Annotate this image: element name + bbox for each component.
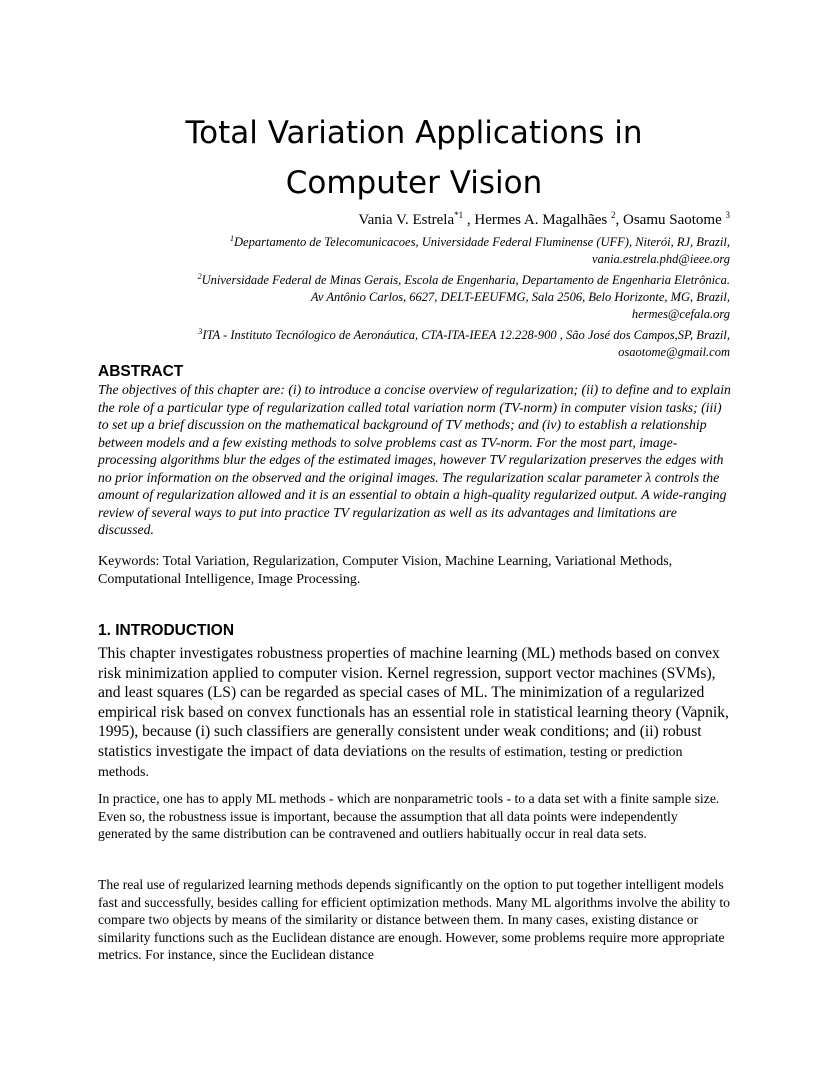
affiliation-1-email: vania.estrela.phd@ieee.org: [592, 252, 730, 267]
affiliations: [98, 230, 730, 361]
author-saotome: , Osamu Saotome: [615, 212, 726, 228]
author-saotome-marker: 3: [725, 210, 730, 220]
abstract-heading: ABSTRACT: [98, 363, 184, 380]
introduction-paragraph-1: This chapter investigates robustness properties of machine learning (ML) methods based on convex risk minimization applied to computer vision. Kernel regression, support vector machines (SVMs), and least squares (LS) can be regarded as special cases of ML. The minimization of a regularized empirical risk based on convex functionals has an essential role in statistical learning theory (Vapnik, 1995), because (i) such classifiers are generally consistent under weak conditions; and (ii) robust statistics investigate the impact of data deviations on the results of estimation, testing or prediction methods.: [98, 645, 729, 780]
author-magalhaes-marker: 2: [611, 210, 616, 220]
author-magalhaes: , Hermes A. Magalhães: [463, 212, 611, 228]
affiliation-2-address: Av Antônio Carlos, 6627, DELT-EEUFMG, Sala 2506, Belo Horizonte, MG, Brazil,: [310, 290, 730, 305]
title-line-1: Total Variation Applications in: [185, 115, 643, 151]
affiliation-2-email: hermes@cefala.org: [631, 307, 730, 322]
introduction-heading: 1. INTRODUCTION: [98, 622, 235, 639]
keywords: Keywords: Total Variation, Regularization, Computer Vision, Machine Learning, Variational Methods, Computational Intelligence, Image Processing.: [98, 554, 673, 587]
title-line-2: Computer Vision: [285, 165, 543, 201]
author-list: [98, 205, 730, 230]
author-estrela-marker: *1: [454, 210, 464, 220]
affiliation-1: $^1$Departamento de Telecomunicacoes, Universidade Federal Fluminense (UFF), Niterói, RJ, Brazil,: [230, 234, 730, 250]
paper-title: [98, 108, 730, 208]
affiliation-2: $^2$Universidade Federal de Minas Gerais, Escola de Engenharia, Departamento de Engenharia Eletrônica.: [197, 272, 730, 288]
introduction-paragraph-3: The real use of regularized learning methods depends significantly on the option to put together intelligent models fast and successfully, besides calling for efficient optimization methods. Many ML algorithms involve the ability to compare two objects by means of the similarity or distance between them. In many cases, existing distance or similarity functions such as the Euclidean distance are enough. However, some problems require more appropriate metrics. For instance, since the Euclidean distance: [98, 877, 731, 962]
author-estrela: Vania V. Estrela: [358, 212, 455, 228]
affiliation-3-email: osaotome@gmail.com: [618, 345, 730, 360]
affiliation-3: $^3$ITA - Instituto Tecnólogico de Aeronáutica, CTA-ITA-IEEA 12.228-900 , São José dos Campos,SP, Brazil,: [198, 327, 730, 343]
introduction-paragraph-2: In practice, one has to apply ML methods - which are nonparametric tools - to a data set with a finite sample size. Even so, the robustness issue is important, because the assumption that all data points were independently generated by the same distribution can be contravened and outliers habitually occur in real data sets.: [98, 791, 720, 841]
abstract-body: The objectives of this chapter are: (i) to introduce a concise overview of regularization; (ii) to define and to explain the role of a particular type of regularization called total variation norm (TV-norm) in computer vision tasks; (iii) to set up a brief discussion on the mathematical background of TV methods; and (iv) to establish a relationship between models and a few existing methods to solve problems cast as TV-norm. For the most part, image-processing algorithms blur the edges of the estimated images, however TV regularization preserves the edges with no prior information on the observed and the original images. The regularization scalar parameter λ controls the amount of regularization allowed and it is an essential to obtain a high-quality regularized output. A wide-ranging review of several ways to put into practice TV regularization as well as its advantages and limitations are discussed.: [98, 382, 731, 537]
